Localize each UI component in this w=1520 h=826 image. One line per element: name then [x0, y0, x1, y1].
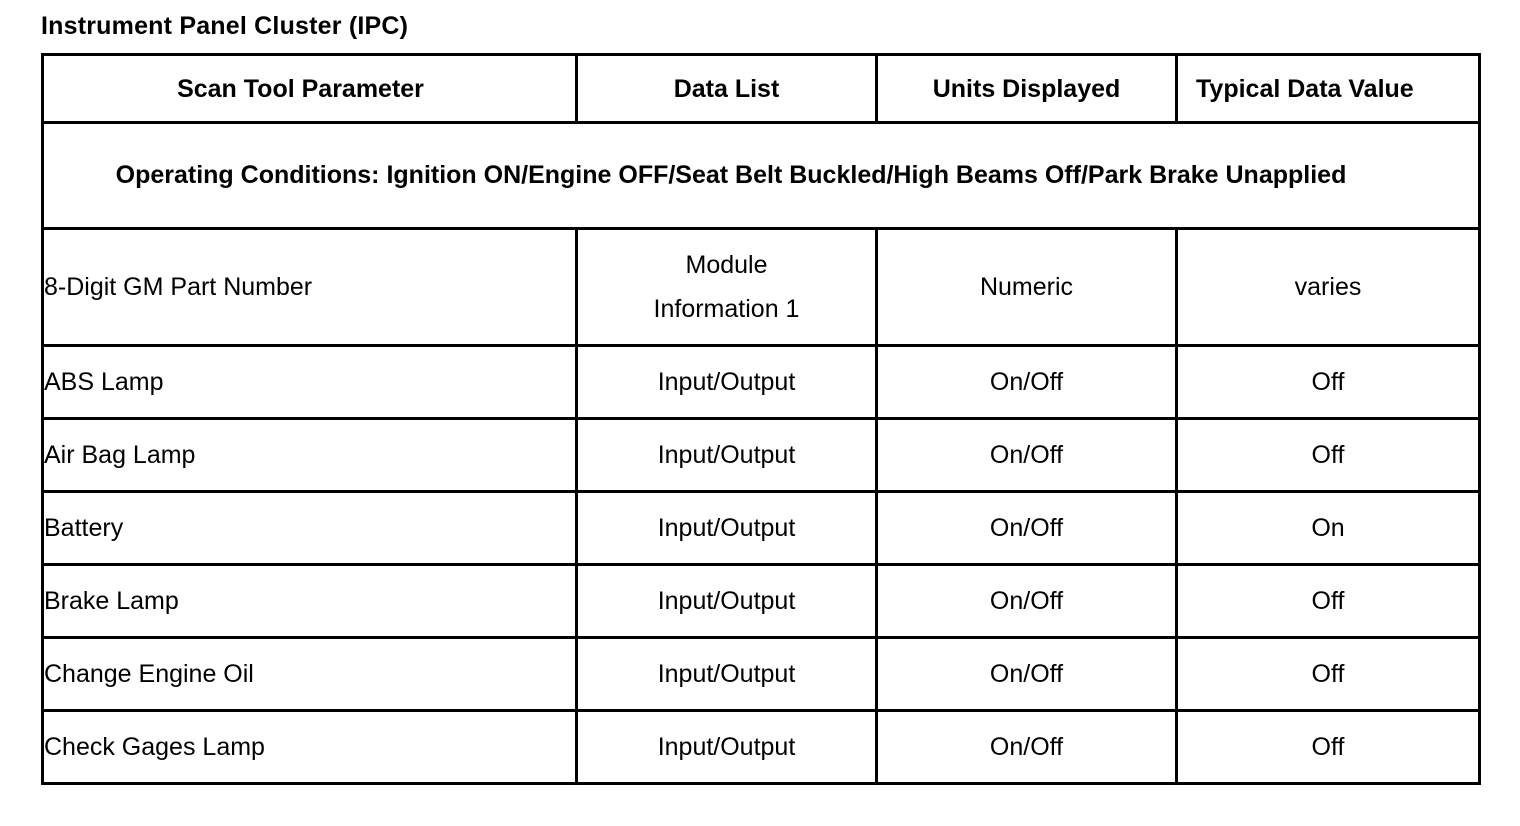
units-cell: Numeric: [877, 229, 1177, 346]
data-list-cell: Input/Output: [577, 638, 877, 711]
table-row: [43, 229, 1480, 346]
operating-conditions-text: Operating Conditions: Ignition ON/Engine OFF/Seat Belt Buckled/High Beams Off/Park Brake Unapplied: [43, 123, 1480, 229]
operating-conditions-row: [43, 123, 1480, 229]
page-title: Instrument Panel Cluster (IPC): [41, 12, 409, 40]
table-row: [43, 346, 1480, 419]
typical-value-cell: Off: [1177, 419, 1480, 492]
typical-value-cell: Off: [1177, 565, 1480, 638]
table-row: [43, 565, 1480, 638]
data-list-line: Module: [685, 251, 768, 279]
parameter-cell: ABS Lamp: [43, 346, 577, 419]
typical-value-cell: On: [1177, 492, 1480, 565]
parameter-cell: 8-Digit GM Part Number: [43, 229, 577, 346]
units-cell: On/Off: [877, 419, 1177, 492]
column-header-typical-value: Typical Data Value: [1177, 55, 1480, 123]
table-row: [43, 492, 1480, 565]
units-cell: On/Off: [877, 346, 1177, 419]
parameter-cell: Change Engine Oil: [43, 638, 577, 711]
parameter-cell: Battery: [43, 492, 577, 565]
parameter-cell: Check Gages Lamp: [43, 711, 577, 784]
units-cell: On/Off: [877, 711, 1177, 784]
units-cell: On/Off: [877, 638, 1177, 711]
parameter-cell: Brake Lamp: [43, 565, 577, 638]
data-list-line: Information 1: [653, 295, 800, 323]
column-header-units: Units Displayed: [877, 55, 1177, 123]
table-row: [43, 711, 1480, 784]
column-header-data-list: Data List: [577, 55, 877, 123]
data-list-cell: Input/Output: [577, 419, 877, 492]
typical-value-cell: varies: [1177, 229, 1480, 346]
table-header-row: [43, 55, 1480, 123]
data-list-cell: Input/Output: [577, 565, 877, 638]
units-cell: On/Off: [877, 492, 1177, 565]
typical-value-cell: Off: [1177, 638, 1480, 711]
scan-tool-data-table: [41, 53, 1481, 785]
table-row: [43, 419, 1480, 492]
parameter-cell: Air Bag Lamp: [43, 419, 577, 492]
typical-value-cell: Off: [1177, 711, 1480, 784]
units-cell: On/Off: [877, 565, 1177, 638]
data-list-cell: [577, 229, 877, 346]
data-list-cell: Input/Output: [577, 346, 877, 419]
table-row: [43, 638, 1480, 711]
data-list-cell: Input/Output: [577, 492, 877, 565]
typical-value-cell: Off: [1177, 346, 1480, 419]
column-header-parameter: Scan Tool Parameter: [43, 55, 577, 123]
data-list-cell: Input/Output: [577, 711, 877, 784]
